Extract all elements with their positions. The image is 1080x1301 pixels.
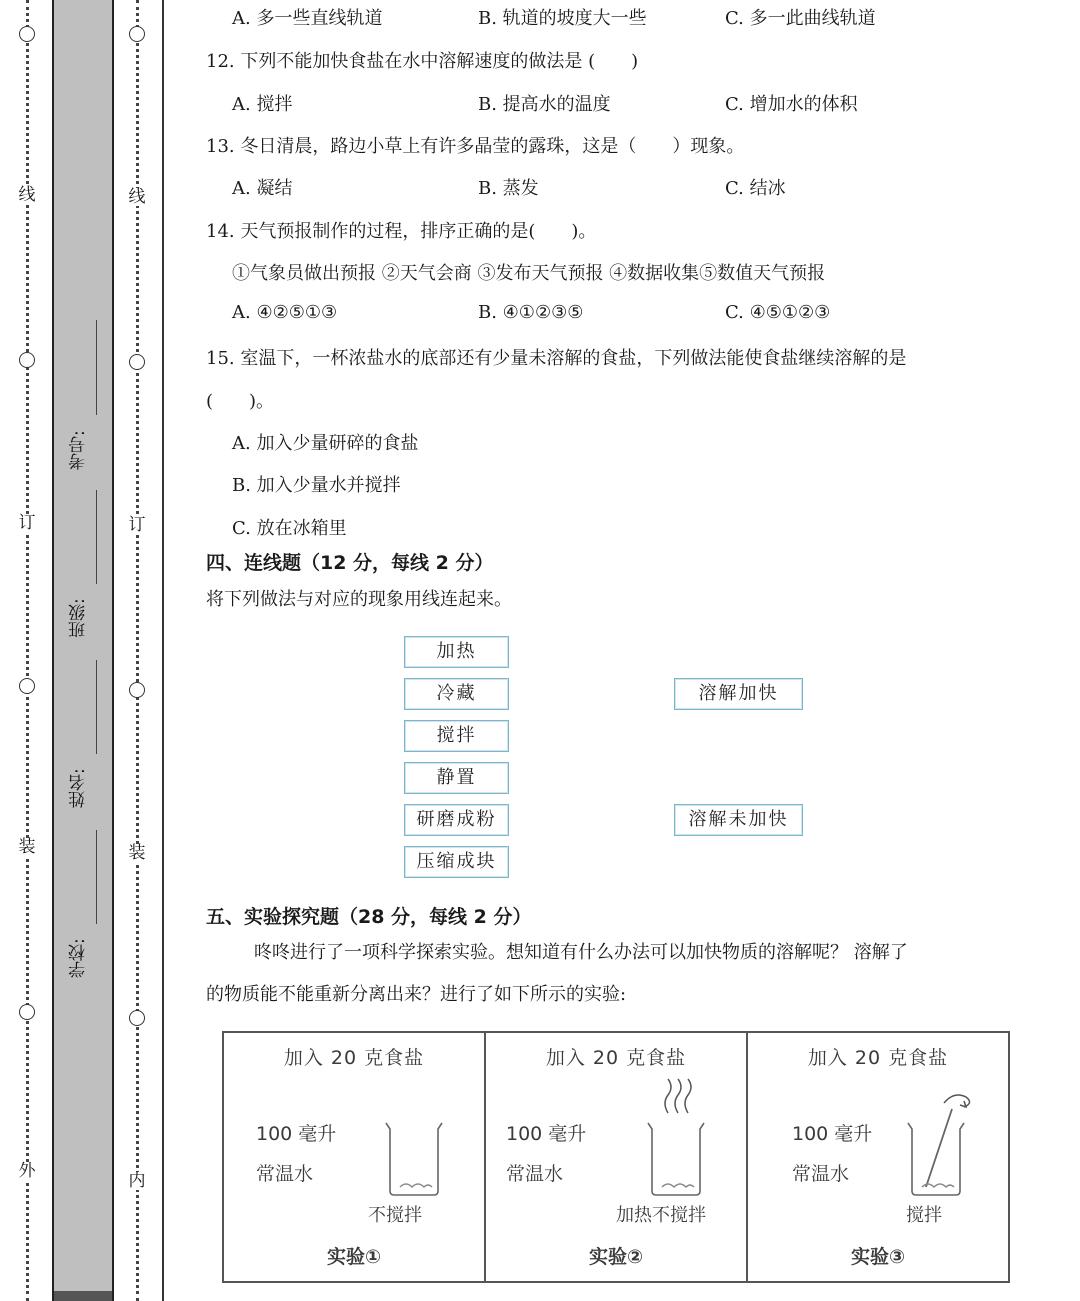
experiment-1-volume: 100 毫升 [256, 1123, 337, 1145]
experiment-2-note: 加热不搅拌 [616, 1205, 706, 1226]
q15-option-a: A. 加入少量研碎的食盐 [232, 433, 419, 454]
q15-option-b: B. 加入少量水并搅拌 [232, 475, 401, 496]
q11-option-c: C. 多一此曲线轨道 [725, 8, 876, 29]
beaker-icon [382, 1121, 446, 1197]
experiment-2-volume: 100 毫升 [506, 1123, 587, 1145]
experiment-2-top: 加入 20 克食盐 [545, 1047, 687, 1069]
q15-option-c: C. 放在冰箱里 [232, 518, 347, 539]
circle-icon [19, 678, 35, 694]
q14-stem: 14. 天气预报制作的过程，排序正确的是( )。 [206, 221, 597, 242]
student-info-band [52, 0, 114, 1301]
exam-number-line [96, 320, 97, 415]
q13-stem: 13. 冬日清晨，路边小草上有许多晶莹的露珠，这是（ ）现象。 [206, 136, 745, 157]
experiment-2 [486, 1033, 748, 1281]
margin-mark-staple: 订 [126, 516, 148, 534]
q12-option-b: B. 提高水的温度 [478, 94, 611, 115]
experiment-3-name: 实验③ [850, 1246, 906, 1268]
q13-option-b: B. 蒸发 [478, 178, 539, 199]
section5-paragraph-line2: 的物质能不能重新分离出来？进行了如下所示的实验: [206, 984, 627, 1005]
experiment-1-top: 加入 20 克食盐 [283, 1047, 425, 1069]
q14-steps: ①气象员做出预报 ②天气会商 ③发布天气预报 ④数据收集⑤数值天气预报 [232, 263, 826, 284]
q12-option-a: A. 搅拌 [232, 94, 293, 115]
experiment-3-volume: 100 毫升 [792, 1123, 873, 1145]
name-line [96, 660, 97, 754]
margin-mark-outer: 外 [16, 1162, 38, 1180]
match-left-stand-still[interactable]: 静置 [404, 762, 509, 794]
q13-option-c: C. 结冰 [725, 178, 786, 199]
circle-icon [129, 682, 145, 698]
experiment-1 [224, 1033, 486, 1281]
q12-stem: 12. 下列不能加快食盐在水中溶解速度的做法是 ( ) [206, 51, 639, 72]
school-label: 学校: [69, 938, 89, 978]
name-label: 姓名: [69, 768, 89, 808]
circle-icon [19, 352, 35, 368]
stirred-beaker-icon [900, 1085, 980, 1197]
circle-icon [19, 1004, 35, 1020]
class-line [96, 490, 97, 584]
experiment-1-name: 实验① [326, 1246, 382, 1268]
match-left-compress-block[interactable]: 压缩成块 [404, 846, 509, 878]
school-line [96, 830, 97, 924]
experiment-2-water: 常温水 [506, 1163, 564, 1185]
q15-stem: 15. 室温下，一杯浓盐水的底部还有少量未溶解的食盐，下列做法能使食盐继续溶解的是 [206, 348, 907, 369]
section4-instruction: 将下列做法与对应的现象用线连起来。 [206, 589, 512, 610]
margin-mark-line: 线 [16, 186, 38, 204]
margin-mark-inner: 内 [126, 1172, 148, 1190]
q12-option-c: C. 增加水的体积 [725, 94, 858, 115]
experiment-2-name: 实验② [588, 1246, 644, 1268]
q14-option-a: A. ④②⑤①③ [232, 302, 338, 323]
experiment-3-note: 搅拌 [906, 1205, 942, 1226]
binding-margin [0, 0, 165, 1301]
margin-rule [162, 0, 164, 1301]
experiment-3 [748, 1033, 1008, 1281]
exam-number-label: 考号: [69, 430, 89, 470]
match-left-stir[interactable]: 搅拌 [404, 720, 509, 752]
margin-mark-line: 线 [126, 188, 148, 206]
q11-option-a: A. 多一些直线轨道 [232, 8, 383, 29]
match-right-dissolve-faster[interactable]: 溶解加快 [674, 678, 803, 710]
match-right-dissolve-not-faster[interactable]: 溶解未加快 [674, 804, 803, 836]
circle-icon [19, 26, 35, 42]
q14-option-c: C. ④⑤①②③ [725, 302, 831, 323]
experiment-figure [222, 1031, 1010, 1283]
circle-icon [129, 1010, 145, 1026]
q15-answer-blank: ( )。 [206, 391, 275, 412]
section5-paragraph-line1: 咚咚进行了一项科学探索实验。想知道有什么办法可以加快物质的溶解呢？ 溶解了 [254, 942, 908, 963]
experiment-1-note: 不搅拌 [368, 1205, 422, 1226]
q11-option-b: B. 轨道的坡度大一些 [478, 8, 647, 29]
match-left-refrigerate[interactable]: 冷藏 [404, 678, 509, 710]
experiment-1-water: 常温水 [256, 1163, 314, 1185]
section4-title: 四、连线题（12 分，每线 2 分） [206, 552, 494, 574]
heated-beaker-icon [644, 1077, 714, 1197]
experiment-3-water: 常温水 [792, 1163, 850, 1185]
circle-icon [129, 354, 145, 370]
experiment-3-top: 加入 20 克食盐 [807, 1047, 949, 1069]
margin-mark-bind: 装 [126, 844, 148, 862]
class-label: 班级: [69, 598, 89, 638]
circle-icon [129, 26, 145, 42]
margin-mark-bind: 装 [16, 838, 38, 856]
match-left-grind-powder[interactable]: 研磨成粉 [404, 804, 509, 836]
q14-option-b: B. ④①②③⑤ [478, 302, 584, 323]
match-left-heating[interactable]: 加热 [404, 636, 509, 668]
margin-mark-staple: 订 [16, 514, 38, 532]
section5-title: 五、实验探究题（28 分，每线 2 分） [206, 906, 532, 928]
q13-option-a: A. 凝结 [232, 178, 293, 199]
